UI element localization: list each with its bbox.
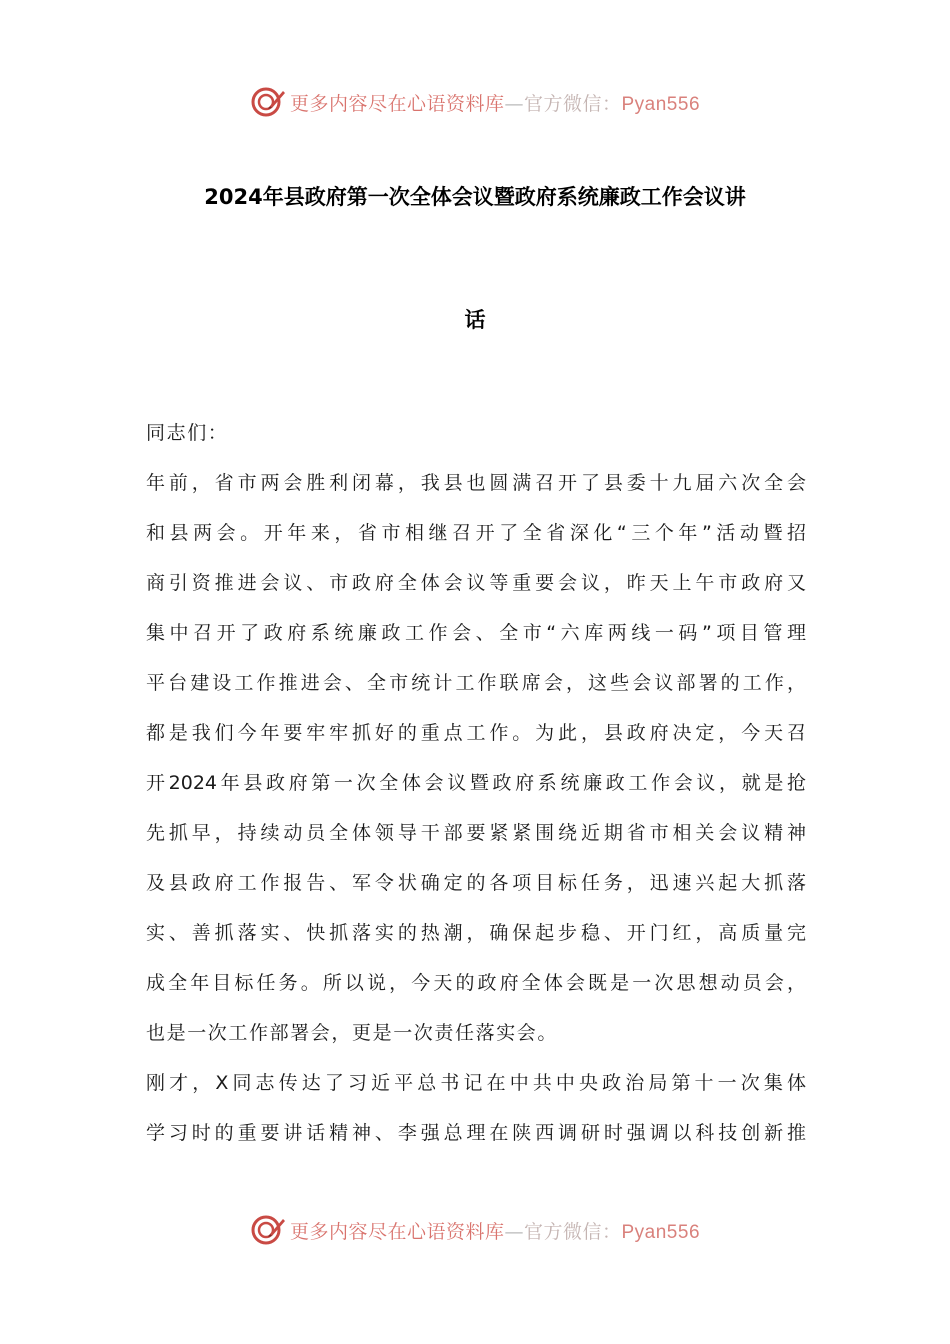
watermark-label: 官方微信： xyxy=(523,1220,622,1243)
body-line: 平台建设工作推进会、全市统计工作联席会，这些会议部署的工作， xyxy=(146,672,806,694)
watermark-main: 更多内容尽在心语资料库 xyxy=(289,92,505,115)
body-line: 集中召开了政府系统廉政工作会、全市“六库两线一码”项目管理 xyxy=(146,622,806,644)
watermark-dash: — xyxy=(504,92,524,115)
watermark-id: Pyan556 xyxy=(621,93,701,115)
body-line: 也是一次工作部署会，更是一次责任落实会。 xyxy=(146,1022,559,1044)
body-line: 和县两会。开年来，省市相继召开了全省深化“三个年”活动暨招 xyxy=(146,522,806,544)
document-body xyxy=(146,418,806,1168)
body-line: 都是我们今年要牢牢抓好的重点工作。为此，县政府决定，今天召 xyxy=(146,722,806,744)
body-line: 年前，省市两会胜利闭幕，我县也圆满召开了县委十九届六次全会 xyxy=(146,472,806,494)
body-line: 商引资推进会议、市政府全体会议等重要会议，昨天上午市政府又 xyxy=(146,572,806,594)
body-line: 实、善抓落实、快抓落实的热潮，确保起步稳、开门红，高质量完 xyxy=(146,922,806,944)
body-line: 开2024年县政府第一次全体会议暨政府系统廉政工作会议，就是抢 xyxy=(146,772,806,794)
watermark-text xyxy=(290,89,700,116)
body-line: 先抓早，持续动员全体领导干部要紧紧围绕近期省市相关会议精神 xyxy=(146,822,806,844)
body-line: 学习时的重要讲话精神、李强总理在陕西调研时强调以科技创新推 xyxy=(146,1122,806,1144)
body-line: 及县政府工作报告、军令状确定的各项目标任务，迅速兴起大抓落 xyxy=(146,872,806,894)
body-line: 同志们： xyxy=(146,422,229,444)
watermark-dash: — xyxy=(504,1220,524,1243)
document-title-line-2: 话 xyxy=(464,308,486,332)
watermark-text xyxy=(290,1217,700,1244)
watermark-id: Pyan556 xyxy=(621,1221,701,1243)
pen-logo-icon xyxy=(250,84,286,120)
document-title-line-1: 2024年县政府第一次全体会议暨政府系统廉政工作会议讲 xyxy=(204,185,746,209)
watermark-main: 更多内容尽在心语资料库 xyxy=(289,1220,505,1243)
body-line: 刚才，X同志传达了习近平总书记在中共中央政治局第十一次集体 xyxy=(146,1072,806,1094)
pen-logo-icon xyxy=(250,1212,286,1248)
watermark-header xyxy=(0,82,950,122)
watermark-footer xyxy=(0,1210,950,1250)
body-line: 成全年目标任务。所以说，今天的政府全体会既是一次思想动员会， xyxy=(146,972,806,994)
watermark-label: 官方微信： xyxy=(523,92,622,115)
